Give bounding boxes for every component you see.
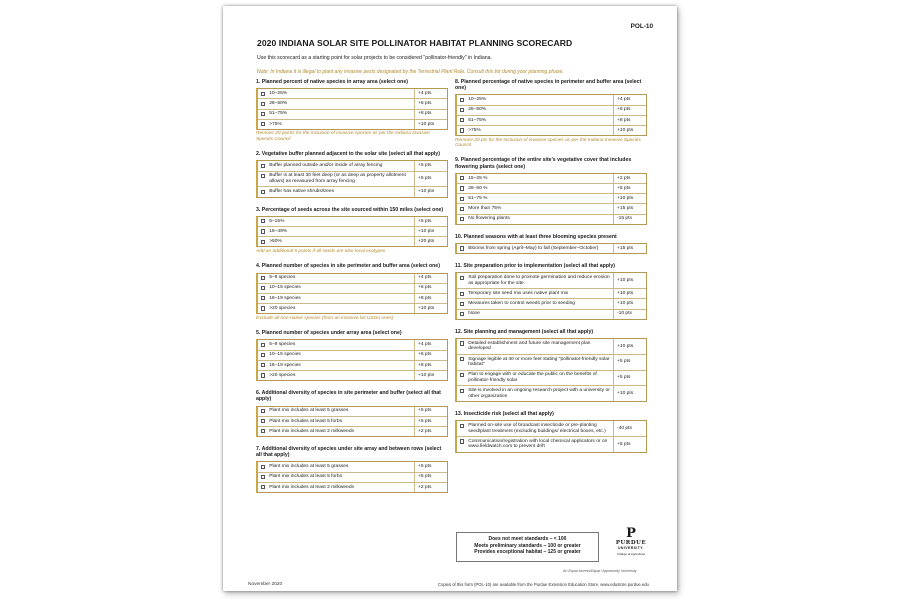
- option-row: [258, 473, 447, 483]
- option-row: [457, 437, 646, 452]
- options-table: [256, 339, 448, 381]
- option-points: +10 pts: [418, 305, 435, 311]
- option-row: [258, 417, 447, 427]
- option-row: [258, 110, 447, 120]
- option-points: +15 pts: [617, 206, 634, 212]
- option-cell: [258, 351, 415, 360]
- option-checkbox[interactable]: [261, 306, 265, 310]
- option-checkbox[interactable]: [460, 439, 464, 443]
- scorecard-section: [256, 151, 448, 197]
- section-title: 12. Site planning and management (select all that apply): [455, 328, 594, 335]
- option-cell: [457, 244, 614, 253]
- option-row: [457, 289, 646, 299]
- option-label: 10–15 species: [269, 285, 301, 291]
- section-title: 13. Insecticide risk (select all that apply): [455, 411, 554, 418]
- option-cell: [457, 215, 614, 224]
- option-checkbox[interactable]: [460, 207, 464, 211]
- option-row: [457, 174, 646, 184]
- scorecard-section: [455, 234, 647, 254]
- option-label: Buffer is at least 30 feet deep (or as deep as property allotment allows) as measured from array fencing: [269, 173, 406, 185]
- option-points: +6 pts: [418, 352, 432, 358]
- option-checkbox[interactable]: [261, 219, 265, 223]
- form-code: POL-10: [630, 23, 653, 30]
- scorecard-section: [455, 329, 647, 402]
- option-cell: [258, 217, 415, 226]
- option-row: [258, 237, 447, 246]
- option-label: Blooms from spring (April–May) to fall (September–October): [468, 245, 599, 251]
- option-checkbox[interactable]: [261, 122, 265, 126]
- option-row: [457, 339, 646, 355]
- option-cell: [457, 116, 614, 125]
- option-points: +6 pts: [418, 285, 432, 291]
- option-row: [258, 483, 447, 492]
- option-checkbox[interactable]: [460, 98, 464, 102]
- option-points: +4 pts: [617, 97, 631, 103]
- option-points: +10 pts: [418, 228, 435, 234]
- option-cell: [457, 339, 614, 354]
- option-points: +5 pts: [418, 218, 432, 224]
- option-label: More than 75%: [468, 206, 502, 212]
- option-checkbox[interactable]: [460, 357, 464, 361]
- option-cell: [457, 126, 614, 135]
- option-label: No flowering plants: [468, 216, 510, 222]
- option-checkbox[interactable]: [261, 429, 265, 433]
- option-points: -40 pts: [617, 425, 632, 431]
- option-points: +10 pts: [617, 390, 634, 396]
- option-checkbox[interactable]: [460, 246, 464, 250]
- option-points: +4 pts: [418, 275, 432, 281]
- section-title: 11. Site preparation prior to implementation (select all that apply): [455, 263, 615, 270]
- option-row: [258, 217, 447, 227]
- option-row: [457, 310, 646, 319]
- option-label: Plant mix includes at least 5 forbs: [269, 474, 343, 480]
- scorecard-page: [223, 6, 677, 591]
- option-checkbox[interactable]: [261, 485, 265, 489]
- option-checkbox[interactable]: [261, 240, 265, 244]
- section-title: 1. Planned percent of native species in array area (select one): [256, 79, 408, 85]
- intro-text: Use this scorecard as a starting point for solar projects to be considered "pollinator-friendly" in Indiana.: [257, 55, 492, 61]
- option-points: -15 pts: [617, 216, 632, 222]
- option-row: [258, 172, 447, 188]
- options-table: [256, 160, 448, 197]
- footer-copies: Copies of this form (POL-10) are available from the Purdue Extension Education Store, www.edustore.purdue.edu: [438, 582, 649, 587]
- section-note: Exclude all non-native species (from an invasive list USDA ones): [256, 315, 394, 321]
- option-checkbox[interactable]: [261, 409, 265, 413]
- section-title: 9. Planned percentage of the entire site's vegetative cover that includes flowering plants (select one): [455, 157, 632, 170]
- option-points: +5 pts: [418, 408, 432, 414]
- options-table: [455, 94, 647, 136]
- option-row: [258, 361, 447, 371]
- option-checkbox[interactable]: [261, 174, 265, 178]
- option-checkbox[interactable]: [460, 373, 464, 377]
- option-row: [457, 386, 646, 401]
- option-cell: [457, 204, 614, 213]
- option-cell: [258, 473, 415, 482]
- option-cell: [258, 294, 415, 303]
- scorecard-section: [256, 207, 448, 255]
- invasive-note: Note: In Indiana it is illegal to plant any invasive pests designated by the Terrestrial Plant Rule. Consult this list during your planning phase.: [257, 69, 564, 75]
- option-checkbox[interactable]: [261, 419, 265, 423]
- option-label: Plant mix includes at least 2 milkweeds: [269, 428, 354, 434]
- options-table: [256, 461, 448, 493]
- option-cell: [457, 437, 614, 452]
- option-points: +10 pts: [418, 372, 435, 378]
- option-label: 10–25%: [468, 97, 487, 103]
- option-label: Planned on-site use of broadcast insecticide or pre-planting seed/plant treatment (excluding buildings/ electrical boxes, etc.): [468, 423, 606, 434]
- option-label: Plant mix includes at least 2 milkweeds: [269, 484, 354, 490]
- option-label: Measures taken to control weeds prior to seeding: [468, 301, 576, 307]
- option-label: 5–9 species: [269, 342, 296, 348]
- option-row: [457, 273, 646, 289]
- university-wordmark: UNIVERSITY.: [618, 546, 644, 550]
- option-cell: [457, 371, 614, 386]
- college-name: College of Agriculture: [616, 552, 646, 556]
- option-row: [258, 340, 447, 350]
- option-checkbox[interactable]: [460, 292, 464, 296]
- options-table: [455, 338, 647, 402]
- option-cell: [258, 237, 415, 246]
- option-cell: [258, 99, 415, 108]
- option-checkbox[interactable]: [460, 108, 464, 112]
- purdue-p-mark: P: [626, 526, 636, 541]
- option-label: 51–75%: [269, 111, 288, 117]
- option-points: +15 pts: [617, 245, 634, 251]
- scorecard-section: [256, 263, 448, 321]
- section-note: Remove 20 points for the inclusion of invasive species as per the Indiana Invasive Species Council: [256, 131, 430, 142]
- option-row: [457, 194, 646, 204]
- option-checkbox[interactable]: [460, 197, 464, 201]
- scorecard-section: [455, 157, 647, 224]
- option-points: +5 pts: [617, 185, 631, 191]
- option-label: Plant mix includes at least 5 forbs: [269, 418, 343, 424]
- options-table: [256, 273, 448, 315]
- option-cell: [258, 462, 415, 471]
- option-row: [457, 106, 646, 116]
- option-label: >20 species: [269, 372, 296, 378]
- option-label: 16–19 species: [269, 295, 301, 301]
- summary-line: Does not meet standards – < 100: [488, 536, 567, 542]
- option-points: +5 pts: [418, 474, 432, 480]
- options-table: [256, 216, 448, 248]
- section-title: 5. Planned number of species under array area (select one): [256, 330, 402, 337]
- option-cell: [258, 371, 415, 380]
- option-label: Signage legible at 40 or more feet stating "pollinator-friendly solar habitat": [468, 356, 610, 368]
- section-note: Remove 20 pts for the inclusion of invasive species as per the Indiana Invasive Species Council: [455, 137, 641, 149]
- option-row: [258, 427, 447, 436]
- option-label: 26–50%: [269, 101, 288, 107]
- section-title: 7. Additional diversity of species under site array and between rows (select all that apply): [256, 446, 442, 459]
- option-cell: [258, 361, 415, 370]
- option-points: +10 pts: [617, 290, 634, 296]
- option-cell: [258, 89, 415, 98]
- option-label: Plan to engage with or educate the public on the benefits of pollinator-friendly solar: [468, 372, 597, 383]
- option-label: Plant mix includes at least 5 grasses: [269, 464, 349, 470]
- scorecard-section: [455, 263, 647, 320]
- option-label: 16–19 species: [269, 362, 301, 368]
- option-cell: [457, 174, 614, 183]
- option-label: Plant mix includes at least 5 grasses: [269, 408, 349, 414]
- option-row: [258, 89, 447, 99]
- option-points: +10 pts: [418, 189, 435, 195]
- option-cell: [457, 273, 614, 288]
- option-checkbox[interactable]: [261, 353, 265, 357]
- left-column: [256, 79, 448, 502]
- option-points: +10 pts: [617, 278, 634, 283]
- option-cell: [457, 421, 614, 436]
- option-checkbox[interactable]: [460, 217, 464, 221]
- option-checkbox[interactable]: [261, 164, 265, 168]
- option-points: +5 pts: [617, 359, 631, 365]
- option-points: +20 pts: [418, 239, 435, 244]
- option-points: +8 pts: [617, 117, 631, 123]
- option-label: 5–15%: [269, 218, 285, 224]
- option-row: [258, 284, 447, 294]
- option-row: [457, 355, 646, 371]
- option-cell: [457, 299, 614, 308]
- option-checkbox[interactable]: [460, 176, 464, 180]
- section-title: 6. Additional diversity of species in site perimeter and buffer (select all that apply): [256, 390, 441, 403]
- option-checkbox[interactable]: [261, 102, 265, 106]
- options-table: [455, 420, 647, 453]
- option-label: Soil preparation done to promote germination and reduce erosion as appropriate for the site.: [468, 275, 610, 286]
- option-checkbox[interactable]: [261, 363, 265, 367]
- option-checkbox[interactable]: [460, 302, 464, 306]
- option-checkbox[interactable]: [261, 286, 265, 290]
- option-points: +10 pts: [617, 301, 634, 307]
- option-cell: [258, 187, 415, 196]
- option-cell: [457, 194, 614, 203]
- option-cell: [457, 106, 614, 115]
- option-label: 5–9 species: [269, 275, 296, 281]
- option-cell: [258, 427, 415, 436]
- summary-line: Meets preliminary standards – 100 or greater: [474, 542, 581, 549]
- option-checkbox[interactable]: [261, 343, 265, 347]
- option-points: +5 pts: [418, 464, 432, 470]
- scorecard-section: [256, 330, 448, 381]
- section-title: 2. Vegetative buffer planned adjacent to the solar site (select all that apply): [256, 151, 440, 158]
- option-label: Buffer planned outside and/or inside of array fencing: [269, 163, 383, 169]
- scorecard-section: [455, 411, 647, 453]
- option-points: +5 pts: [418, 163, 432, 169]
- option-row: [258, 120, 447, 129]
- option-label: 51–75 %: [468, 196, 488, 202]
- option-label: >75%: [468, 127, 481, 133]
- option-checkbox[interactable]: [261, 112, 265, 116]
- option-label: Detailed establishment and future site management plan developed: [468, 340, 591, 352]
- options-table: [256, 88, 448, 130]
- option-checkbox[interactable]: [460, 118, 464, 122]
- options-table: [455, 243, 647, 254]
- section-title: 10. Planned seasons with at least three blooming species present: [455, 233, 617, 240]
- option-label: Buffer has native shrubs/trees: [269, 189, 335, 195]
- option-checkbox[interactable]: [261, 276, 265, 280]
- equal-opportunity-text: An Equal Access/Equal Opportunity University: [563, 569, 637, 573]
- options-table: [455, 272, 647, 319]
- option-label: 51–75%: [468, 117, 487, 123]
- option-points: +10 pts: [617, 343, 634, 349]
- option-points: +2 pts: [418, 484, 432, 490]
- option-row: [457, 116, 646, 126]
- footer-date: November 2020: [248, 582, 283, 587]
- purdue-logo: [607, 527, 655, 556]
- option-cell: [258, 161, 415, 170]
- option-cell: [258, 274, 415, 283]
- option-checkbox[interactable]: [460, 186, 464, 190]
- option-label: Temporary site seed mix uses native plant mix: [468, 290, 569, 296]
- option-points: +5 pts: [418, 176, 432, 182]
- option-checkbox[interactable]: [261, 373, 265, 377]
- right-column: [455, 79, 647, 462]
- option-row: [258, 274, 447, 284]
- option-cell: [258, 407, 415, 416]
- option-label: Site is involved in an ongoing research project with a university or other organization: [468, 388, 610, 399]
- option-points: +8 pts: [418, 362, 432, 368]
- option-points: +10 pts: [617, 196, 634, 202]
- option-row: [258, 161, 447, 171]
- options-table: [256, 406, 448, 438]
- option-points: +10 pts: [418, 121, 435, 127]
- section-title: 8. Planned percentage of native species in perimeter and buffer area (select one): [455, 79, 642, 92]
- option-label: None: [468, 311, 480, 317]
- option-cell: [457, 310, 614, 319]
- option-checkbox[interactable]: [261, 190, 265, 194]
- section-title: 3. Percentage of seeds across the site sourced within 150 miles (select one): [256, 206, 444, 213]
- option-row: [258, 294, 447, 304]
- option-cell: [258, 483, 415, 492]
- option-cell: [258, 340, 415, 349]
- option-row: [457, 244, 646, 253]
- scorecard-section: [256, 79, 448, 142]
- page-title: 2020 INDIANA SOLAR SITE POLLINATOR HABITAT PLANNING SCORECARD: [257, 38, 573, 48]
- option-row: [457, 184, 646, 194]
- option-label: Communication/registration with local chemical applicators or on www.fieldwatch.com to prevent drift: [468, 438, 608, 450]
- option-points: +5 pts: [418, 418, 432, 424]
- option-cell: [457, 289, 614, 298]
- option-points: +8 pts: [418, 295, 432, 301]
- scorecard-section: [256, 390, 448, 437]
- option-points: +2 pts: [617, 175, 631, 181]
- option-row: [457, 215, 646, 224]
- option-row: [258, 462, 447, 472]
- option-cell: [258, 172, 415, 187]
- option-row: [258, 227, 447, 237]
- option-cell: [258, 110, 415, 119]
- option-checkbox[interactable]: [261, 296, 265, 300]
- option-row: [258, 304, 447, 313]
- score-summary-box: [456, 532, 599, 562]
- option-row: [258, 99, 447, 109]
- option-cell: [258, 227, 415, 236]
- scorecard-section: [256, 446, 448, 493]
- option-cell: [457, 95, 614, 104]
- option-points: +5 pts: [617, 375, 631, 381]
- option-label: 26–50 %: [468, 185, 488, 191]
- option-row: [258, 407, 447, 417]
- section-note: Add an additional 5 points if all seeds are also local ecotypes: [256, 248, 386, 254]
- option-checkbox[interactable]: [460, 128, 464, 132]
- option-checkbox[interactable]: [460, 276, 464, 280]
- option-row: [457, 126, 646, 135]
- option-checkbox[interactable]: [460, 389, 464, 393]
- summary-line: Provides exceptional habitat – 125 or greater: [474, 549, 581, 555]
- option-label: >50%: [269, 239, 282, 244]
- option-label: 10–25%: [269, 91, 288, 96]
- option-checkbox[interactable]: [261, 465, 265, 469]
- option-checkbox[interactable]: [261, 92, 265, 96]
- option-label: >20 species: [269, 305, 296, 311]
- option-points: +10 pts: [617, 127, 634, 133]
- option-label: 10–15 species: [269, 352, 301, 358]
- option-points: +6 pts: [617, 107, 631, 113]
- option-row: [457, 204, 646, 214]
- option-checkbox[interactable]: [460, 424, 464, 428]
- option-points: +2 pts: [418, 428, 432, 434]
- options-table: [455, 173, 647, 225]
- option-points: -10 pts: [617, 311, 632, 317]
- option-checkbox[interactable]: [261, 229, 265, 233]
- option-points: +6 pts: [418, 101, 432, 107]
- option-cell: [258, 284, 415, 293]
- option-row: [258, 187, 447, 196]
- option-points: +5 pts: [617, 441, 631, 447]
- option-row: [258, 371, 447, 380]
- option-cell: [457, 355, 614, 370]
- option-row: [457, 299, 646, 309]
- option-points: +4 pts: [418, 342, 432, 348]
- option-checkbox[interactable]: [460, 312, 464, 316]
- section-title: 4. Planned number of species in site perimeter and buffer area (select one): [256, 263, 440, 270]
- option-row: [457, 371, 646, 387]
- option-row: [457, 95, 646, 105]
- option-checkbox[interactable]: [261, 475, 265, 479]
- option-label: 26–50%: [468, 107, 487, 113]
- option-label: 15–25 %: [468, 175, 488, 181]
- purdue-wordmark: PURDUE: [615, 540, 647, 546]
- option-points: +8 pts: [418, 111, 432, 117]
- option-cell: [258, 120, 415, 129]
- option-cell: [258, 304, 415, 313]
- option-points: +4 pts: [418, 91, 432, 96]
- option-row: [258, 351, 447, 361]
- option-cell: [457, 184, 614, 193]
- option-label: >75%: [269, 121, 282, 127]
- option-row: [457, 421, 646, 437]
- option-cell: [258, 417, 415, 426]
- option-checkbox[interactable]: [460, 341, 464, 345]
- scorecard-section: [455, 79, 647, 148]
- option-label: 16–49%: [269, 228, 288, 234]
- option-cell: [457, 386, 614, 401]
